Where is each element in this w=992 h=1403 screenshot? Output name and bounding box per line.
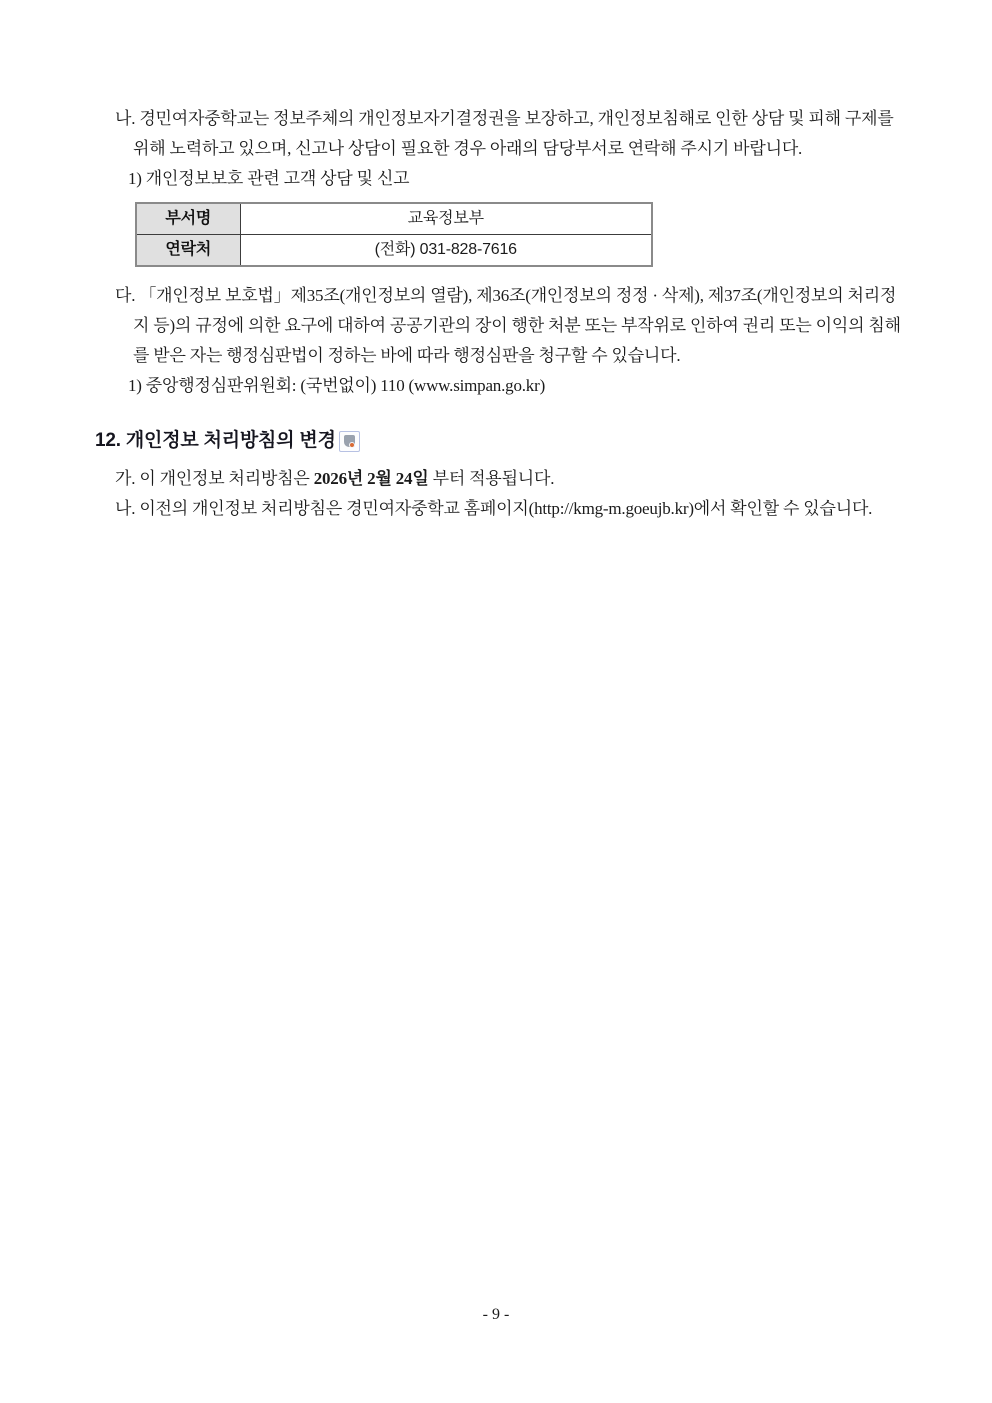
- table-cell-department-value: 교육정보부: [240, 203, 652, 235]
- page-number: - 9 -: [482, 1306, 510, 1323]
- paragraph-ga-effective-date: [95, 464, 909, 494]
- effective-date-prefix: 가. 이 개인정보 처리방침은: [115, 469, 314, 488]
- bookmark-accent-dot: [349, 442, 355, 448]
- subitem-consult-report: 1) 개인정보보호 관련 고객 상담 및 신고: [128, 169, 410, 188]
- contact-table: [135, 202, 653, 267]
- table-cell-contact-value: (전화) 031-828-7616: [240, 235, 652, 267]
- section-12-heading-text: 12. 개인정보 처리방침의 변경: [95, 430, 336, 451]
- table-row: [136, 203, 652, 235]
- effective-date-value: 2026년 2월 24일: [313, 469, 429, 488]
- effective-date-suffix: 부터 적용됩니다.: [428, 469, 555, 488]
- table-header-department: 부서명: [136, 203, 240, 235]
- bookmark-change-icon: [339, 431, 360, 452]
- paragraph-na-previous-policy: 나. 이전의 개인정보 처리방침은 경민여자중학교 홈페이지(http://kmg-m.goeujb.kr)에서 확인할 수 있습니다.: [115, 499, 873, 518]
- table-header-contact: 연락처: [136, 235, 240, 267]
- paragraph-da: 다. 「개인정보 보호법」제35조(개인정보의 열람), 제36조(개인정보의 정정 · 삭제), 제37조(개인정보의 처리정지 등)의 규정에 의한 요구에 대하여 공공기관의 장이 행한 처분 또는 부작위로 인하여 권리 또는 이익의 침해를 받은 자는 행정심판법이 정하는 바에 따라 행정심판을 청구할 수 있습니다.: [115, 286, 901, 365]
- section-12-heading: [95, 427, 909, 455]
- paragraph-na: 나. 경민여자중학교는 정보주체의 개인정보자기결정권을 보장하고, 개인정보침해로 인한 상담 및 피해 구제를 위해 노력하고 있으며, 신고나 상담이 필요한 경우 아래의 담당부서로 연락해 주시기 바랍니다.: [115, 109, 894, 158]
- page-content: [95, 104, 909, 524]
- subitem-tribunal: 1) 중앙행정심판위원회: (국번없이) 110 (www.simpan.go.kr): [128, 376, 546, 395]
- table-row: [136, 235, 652, 267]
